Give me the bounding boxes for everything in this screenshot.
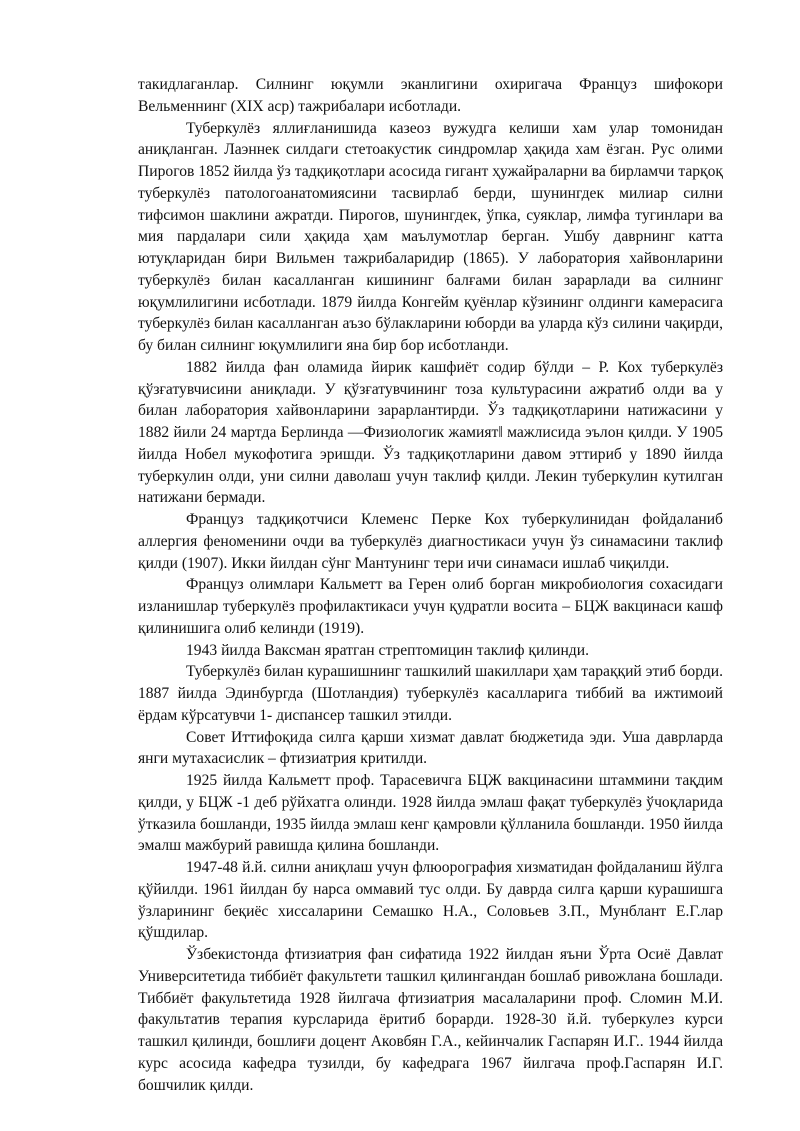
paragraph-1: такидлаганлар. Силнинг юқумли эканлигини охиригача Француз шифокори Вельменнинг (XIX аср) тажрибалари исботлади. xyxy=(138,76,723,115)
paragraph-8: Совет Иттифоқида силга қарши хизмат давлат бюджетида эди. Уша даврларда янги мутахасислик – фтизиатрия критилди. xyxy=(138,728,723,768)
paragraph-6: 1943 йилда Ваксман яратган стрептомицин таклиф қилинди. xyxy=(186,641,589,659)
paragraph-5: Француз олимлари Кальметт ва Герен олиб борган микробиология сохасидаги изланишлар туберкулёз профилактикаси учун қудратли восита – БЦЖ вакцинаси кашф қилинишига олиб келинди (1919). xyxy=(138,576,723,637)
paragraph-11: Ўзбекистонда фтизиатрия фан сифатида 1922 йилдан яъни Ўрта Осиё Давлат Университетида тиббиёт факультети ташкил қилингандан бошлаб ривожлана бошлади. Тиббиёт факультетида 1928 йилгача фтизиатрия масалаларини проф. Сломин М.И. факультатив терапия курсларида ёритиб борарди. 1928-30 й.й. туберкулез курси ташкил қилинди, бошлиғи доцент Аковбян Г.А., кейинчалик Гаспарян И.Г.. 1944 йилда курс асосида кафедра тузилди, бу кафедрага 1967 йилгача проф.Гаспарян И.Г. бошчилик қилди. xyxy=(138,946,723,1094)
paragraph-4: Француз тадқиқотчиси Клеменс Перке Кох туберкулинидан фойдаланиб аллергия феноменини очди ва туберкулёз диагностикаси учун ўз синамасини таклиф қилди (1907). Икки йилдан сўнг Мантунинг тери ичи синамаси ишлаб чиқилди. xyxy=(138,511,723,572)
paragraph-2: Туберкулёз яллиғланишида казеоз вужудга келиши хам улар томонидан аниқланган. Лаэннек силдаги стетоакустик синдромлар ҳақида хам ёзган. Рус олими Пирогов 1852 йилда ўз тадқиқотлари асосида гигант ҳужайраларни ва бирламчи тарқоқ туберкулёз патологоанатомиясини тасвирлаб берди, шунингдек милиар силни тифсимон шаклини ажратди. Пирогов, шунингдек, ўпка, суяклар, лимфа тугинлари ва мия пардалари сили ҳақида ҳам маълумотлар берган. Ушбу даврнинг катта ютуқларидан бири Вильмен тажрибаларидир (1865). У лаборатория хайвонларини туберкулёз билан касалланган кишининг балғами билан зарарлади ва силнинг юқумлилигини исботлади. 1879 йилда Конгейм қуёнлар кўзининг олдинги камерасига туберкулёз билан касалланган аъзо бўлакларини юборди ва уларда кўз силини чақирди, бу билан силнинг юқумлилиги яна бир бор исботланди. xyxy=(138,119,723,354)
paragraph-10: 1947-48 й.й. силни аниқлаш учун флюорография хизматидан фойдаланиш йўлга қўйилди. 1961 йилдан бу нарса оммавий тус олди. Бу даврда силга қарши курашишга ўзларининг беқиёс хиссаларини Семашко Н.А., Соловьев З.П., Мунблант Е.Г.лар қўшдилар. xyxy=(138,859,723,942)
paragraph-3: 1882 йилда фан оламида йирик кашфиёт содир бўлди – Р. Кох туберкулёз қўзғатувчисини аниқлади. У қўзғатувчининг тоза культурасини ажратиб олди ва у билан лаборатория хайвонларини зарарлантирди. Ўз тадқиқотларини натижасини у 1882 йили 24 мартда Берлинда ―Физиологик жамиятǁ мажлисида эълон қилди. У 1905 йилда Нобел мукофотига эришди. Ўз тадқиқотларини давом эттириб у 1890 йилда туберкулин олди, уни силни даволаш учун таклиф қилди. Лекин туберкулин кутилган натижани бермади. xyxy=(138,358,723,507)
document-page xyxy=(138,74,723,1096)
paragraph-7: Туберкулёз билан курашишнинг ташкилий шакиллари ҳам тараққий этиб борди. 1887 йилда Эдинбургда (Шотландия) туберкулёз касалларига тиббий ва ижтимоий ёрдам кўрсатувчи 1- диспансер ташкил этилди. xyxy=(138,663,723,724)
paragraph-9: 1925 йилда Кальметт проф. Тарасевичга БЦЖ вакцинасини штаммини тақдим қилди, у БЦЖ -1 деб рўйхатга олинди. 1928 йилда эмлаш фақат туберкулёз ўчоқларида ўтказила бошланди, 1935 йилда эмлаш кенг қамровли қўлланила бошланди. 1950 йилда эмалш мажбурий равишда қилина бошланди. xyxy=(138,772,723,855)
